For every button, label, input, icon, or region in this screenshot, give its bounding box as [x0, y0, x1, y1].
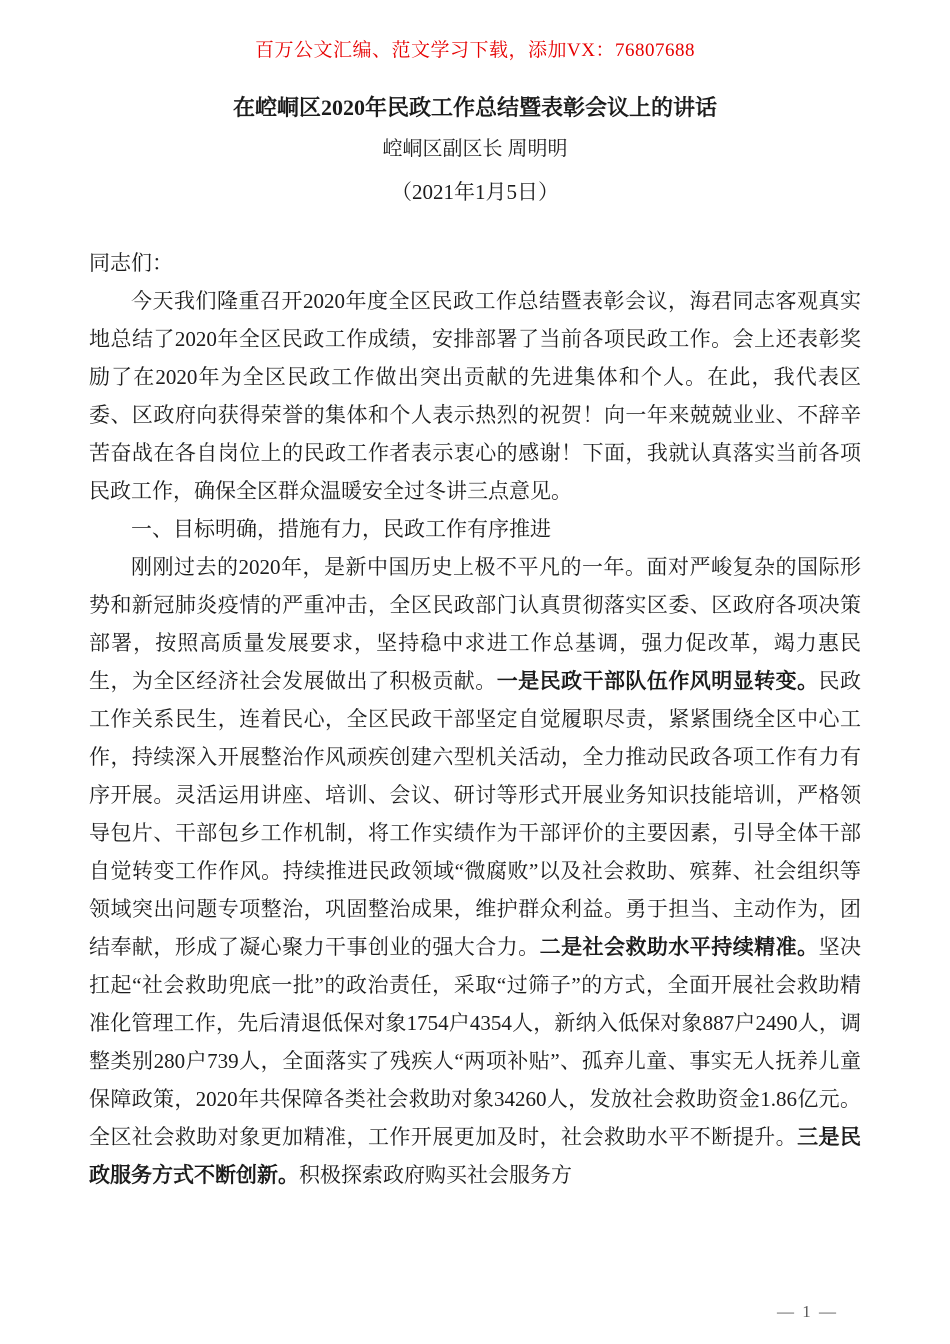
- paragraph-container: [89, 282, 861, 1194]
- document-body: [89, 244, 861, 1194]
- page-number: — 1 —: [777, 1302, 838, 1321]
- text-segment: 一、目标明确，措施有力，民政工作有序推进: [131, 517, 551, 541]
- document-author-line: 崆峒区副区长 周明明: [382, 138, 568, 160]
- salutation: 同志们：: [89, 251, 173, 275]
- text-segment: 刚刚过去的2020年，是新中国历史上极不平凡的一年。面对严峻复杂的国际形势和新冠肺炎疫情的严重冲击，全区民政部门认真贯彻落实区委、区政府各项决策部署，按照高质量发展要求，坚持稳中求进工作总基调，强力促改革，竭力惠民生，为全区经济社会发展做出了积极贡献。: [89, 555, 861, 693]
- document-date-line: （2021年1月5日）: [391, 180, 559, 204]
- text-segment: 民政工作关系民生，连着民心，全区民政干部坚定自觉履职尽责，紧紧围绕全区中心工作，持续深入开展整治作风顽疾创建六型机关活动，全力推动民政各项工作有力有序开展。灵活运用讲座、培训、会议、研讨等形式开展业务知识技能培训，严格领导包片、干部包乡工作机制，将工作实绩作为干部评价的主要因素，引导全体干部自觉转变工作作风。持续推进民政领域“微腐败”以及社会救助、殡葬、社会组织等领域突出问题专项整治，巩固整治成果，维护群众利益。勇于担当、主动作为，团结奉献，形成了凝心聚力干事创业的强大合力。: [89, 669, 862, 959]
- bold-text-segment: 一是民政干部队伍作风明显转变。: [496, 669, 819, 693]
- watermark-notice: 百万公文汇编、范文学习下载，添加VX：76807688: [255, 40, 695, 61]
- body-paragraph: [89, 282, 861, 510]
- body-paragraph: [89, 548, 861, 1194]
- text-segment: 今天我们隆重召开2020年度全区民政工作总结暨表彰会议，海君同志客观真实地总结了2020年全区民政工作成绩，安排部署了当前各项民政工作。会上还表彰奖励了在2020年为全区民政工作做出突出贡献的先进集体和个人。在此，我代表区委、区政府向获得荣誉的集体和个人表示热烈的祝贺！向一年来兢兢业业、不辞辛苦奋战在各自岗位上的民政工作者表示衷心的感谢！下面，我就认真落实当前各项民政工作，确保全区群众温暖安全过冬讲三点意见。: [89, 289, 861, 503]
- bold-text-segment: 三是民政服务方式不断创新。: [89, 1125, 862, 1187]
- bold-text-segment: 二是社会救助水平持续精准。: [539, 935, 819, 959]
- text-segment: 积极探索政府购买社会服务方: [299, 1163, 572, 1187]
- section-heading: [89, 510, 861, 548]
- document-title: 在崆峒区2020年民政工作总结暨表彰会议上的讲话: [232, 95, 717, 120]
- text-segment: 坚决扛起“社会救助兜底一批”的政治责任，采取“过筛子”的方式，全面开展社会救助精准化管理工作，先后清退低保对象1754户4354人，新纳入低保对象887户2490人，调整类别280户739人，全面落实了残疾人“两项补贴”、孤弃儿童、事实无人抚养儿童保障政策，2020年共保障各类社会救助对象34260人，发放社会救助资金1.86亿元。全区社会救助对象更加精准，工作开展更加及时，社会救助水平不断提升。: [89, 935, 862, 1149]
